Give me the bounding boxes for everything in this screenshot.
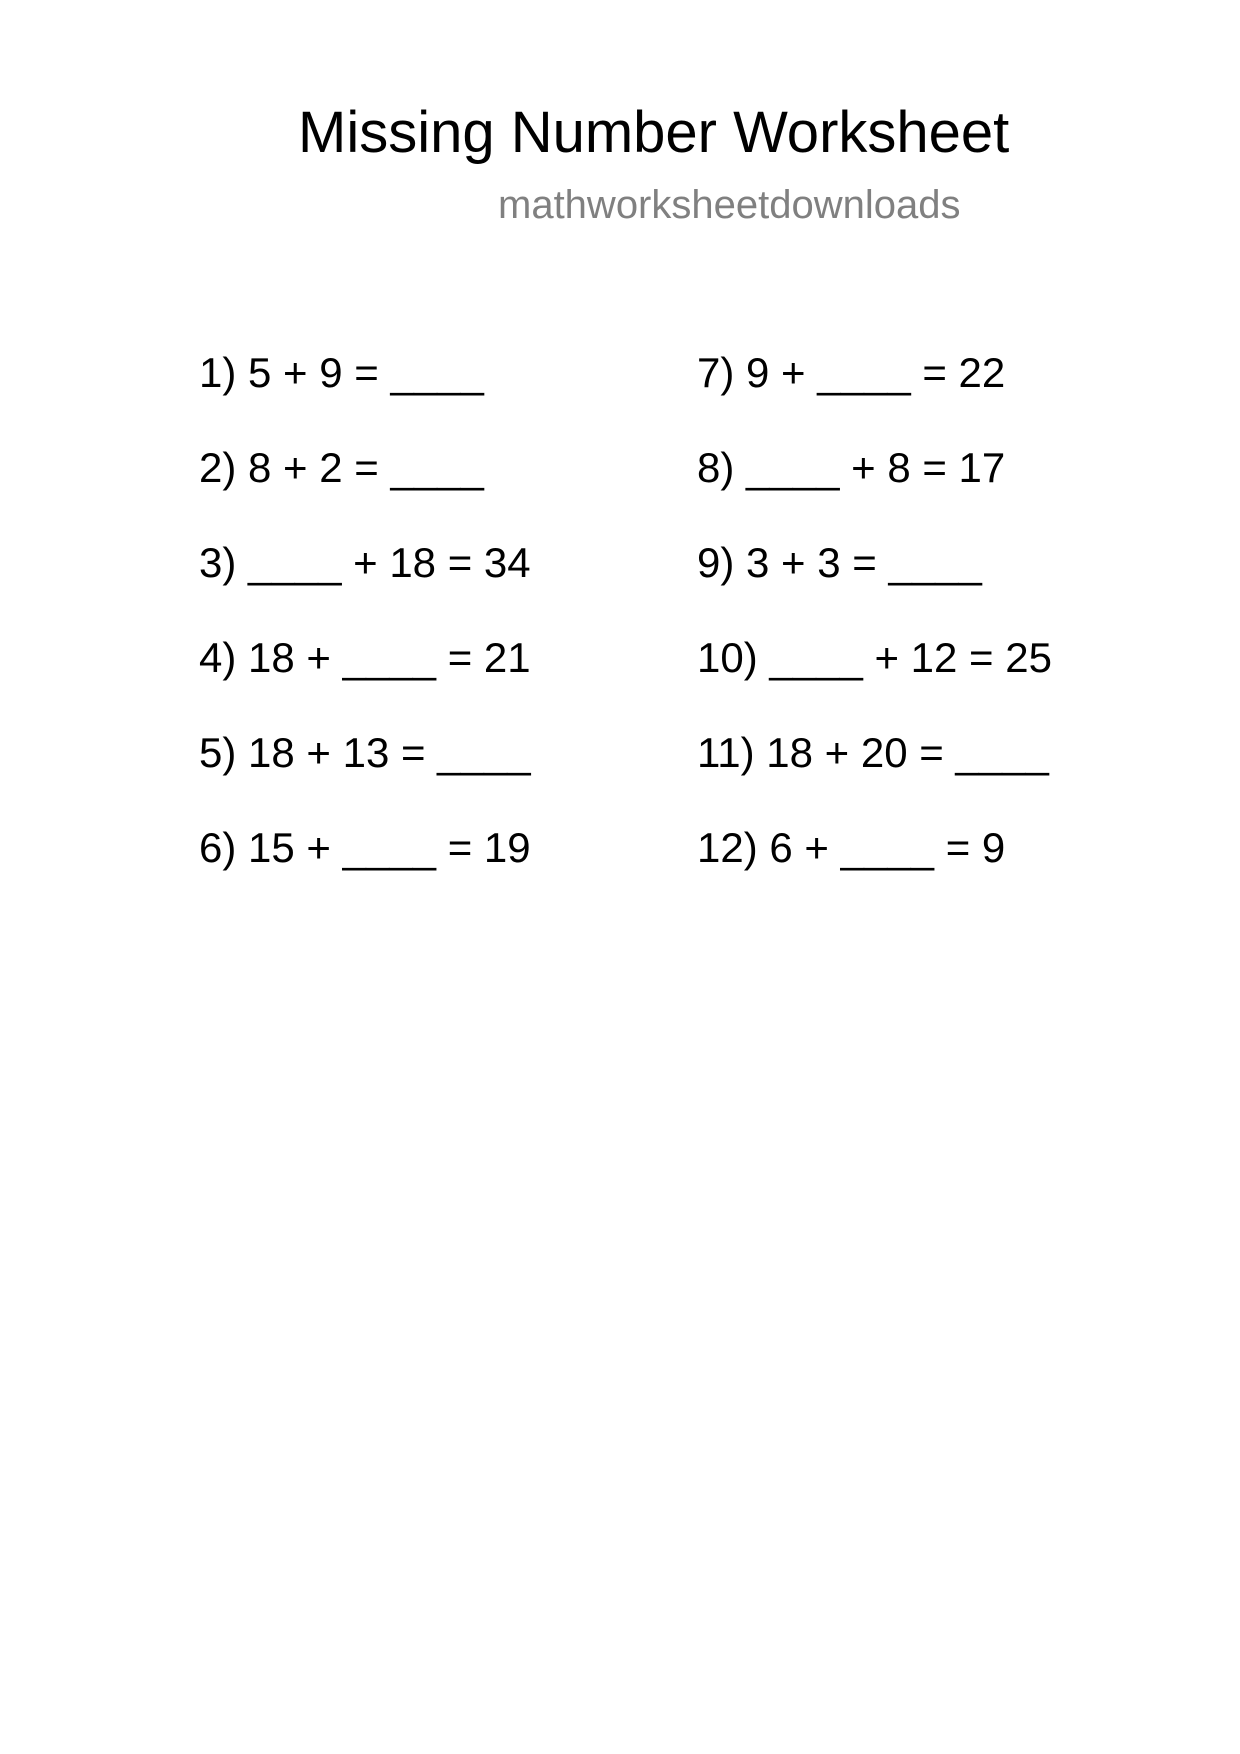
- problem-4: 4) 18 + ____ = 21: [199, 634, 531, 681]
- problem-6: 6) 15 + ____ = 19: [199, 824, 531, 871]
- problem-3: 3) ____ + 18 = 34: [199, 539, 531, 586]
- problem-10: 10) ____ + 12 = 25: [697, 634, 1052, 681]
- problem-1: 1) 5 + 9 = ____: [199, 349, 484, 396]
- site-subtitle: mathworksheetdownloads: [498, 183, 961, 227]
- problem-12: 12) 6 + ____ = 9: [697, 824, 1006, 871]
- problem-11: 11) 18 + 20 = ____: [697, 729, 1049, 776]
- problem-2: 2) 8 + 2 = ____: [199, 444, 484, 491]
- problem-5: 5) 18 + 13 = ____: [199, 729, 531, 776]
- problem-8: 8) ____ + 8 = 17: [697, 444, 1006, 491]
- problem-7: 7) 9 + ____ = 22: [697, 349, 1006, 396]
- problems-column-right: [697, 345, 1052, 915]
- problem-9: 9) 3 + 3 = ____: [697, 539, 982, 586]
- problems-column-left: [199, 345, 531, 915]
- page-title: Missing Number Worksheet: [298, 100, 1010, 165]
